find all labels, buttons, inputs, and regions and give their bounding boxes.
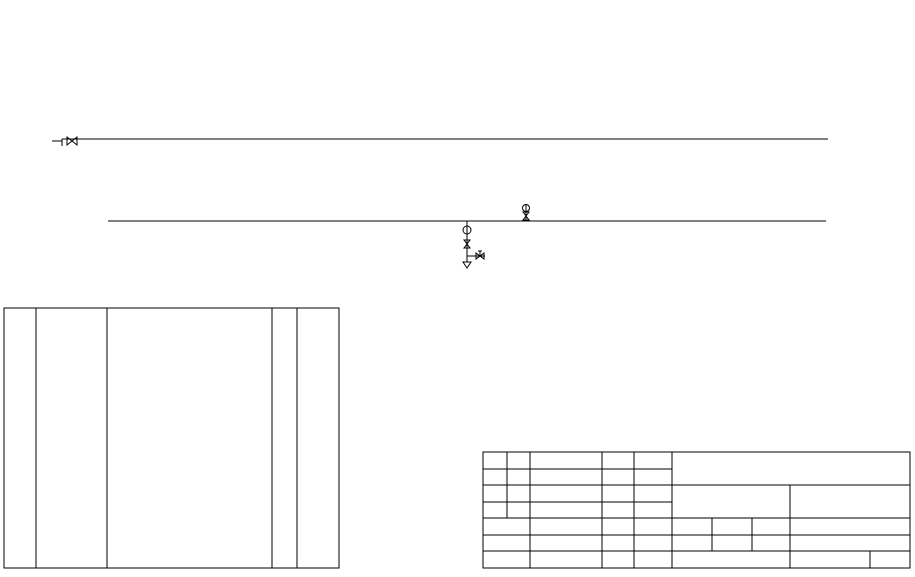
manifold-piping	[52, 137, 828, 268]
title-block	[483, 452, 910, 568]
filling-connection-symbol	[463, 262, 471, 268]
needle-valve-symbol	[476, 251, 484, 259]
bill-of-materials	[4, 308, 339, 568]
ball-valve-symbol	[67, 137, 77, 145]
